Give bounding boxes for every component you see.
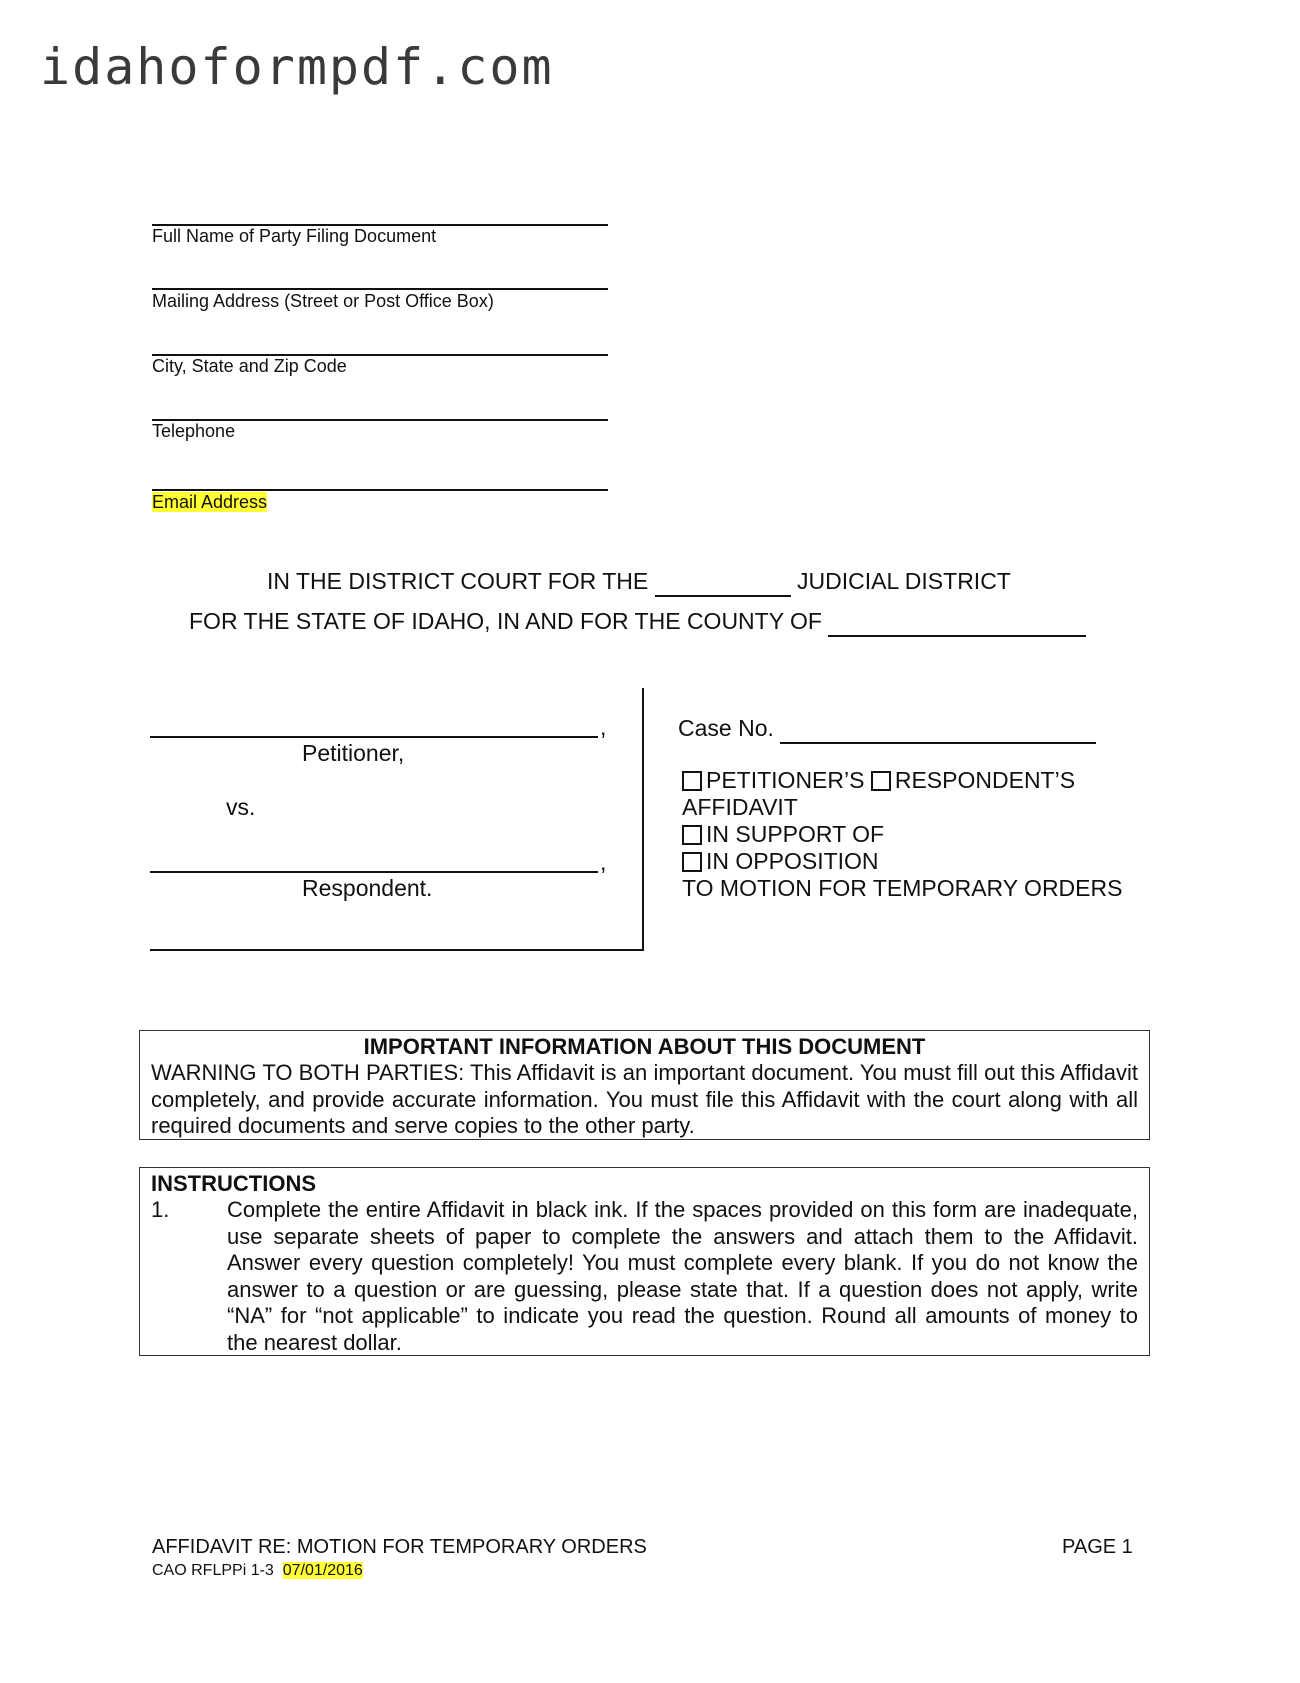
respondent-comma: , xyxy=(600,849,607,875)
opposition-option-row: IN OPPOSITION xyxy=(682,848,879,875)
instructions-box xyxy=(139,1167,1150,1356)
caption-divider xyxy=(642,688,644,950)
full-name-label: Full Name of Party Filing Document xyxy=(152,226,437,246)
county-blank[interactable] xyxy=(828,608,1086,637)
telephone-label: Telephone xyxy=(152,421,236,441)
mailing-address-label: Mailing Address (Street or Post Office Box) xyxy=(152,291,494,311)
affidavit-label: AFFIDAVIT xyxy=(682,794,798,820)
support-option-row: IN SUPPORT OF xyxy=(682,821,884,848)
case-number-row: Case No. xyxy=(678,715,1096,744)
instruction-number: 1. xyxy=(151,1197,170,1222)
petitioner-label: Petitioner, xyxy=(302,740,405,766)
court-line-2: FOR THE STATE OF IDAHO, IN AND FOR THE COUNTY OF xyxy=(189,608,1086,637)
petitioner-name-line[interactable] xyxy=(150,736,598,738)
in-support-checkbox[interactable] xyxy=(682,825,702,845)
email-label: Email Address xyxy=(152,492,268,512)
instructions-heading: INSTRUCTIONS xyxy=(151,1171,316,1196)
judicial-district-blank[interactable] xyxy=(655,568,791,597)
important-info-box xyxy=(139,1030,1150,1140)
page-number: PAGE 1 xyxy=(1062,1536,1133,1558)
court-line-1: IN THE DISTRICT COURT FOR THE JUDICIAL DISTRICT xyxy=(267,568,1011,597)
site-watermark: idahoformpdf.com xyxy=(40,38,554,96)
case-number-blank[interactable] xyxy=(780,715,1096,744)
footer-title: AFFIDAVIT RE: MOTION FOR TEMPORARY ORDERS xyxy=(152,1536,647,1558)
city-state-zip-label: City, State and Zip Code xyxy=(152,356,347,376)
email-line[interactable] xyxy=(152,489,608,491)
petitioners-checkbox[interactable] xyxy=(682,771,702,791)
in-opposition-checkbox[interactable] xyxy=(682,852,702,872)
form-date: 07/01/2016 xyxy=(282,1562,363,1579)
respondent-label: Respondent. xyxy=(302,875,433,901)
motion-label: TO MOTION FOR TEMPORARY ORDERS xyxy=(682,875,1123,901)
vs-label: vs. xyxy=(226,794,256,820)
affidavit-party-options: PETITIONER’S RESPONDENT’S xyxy=(682,767,1075,794)
respondents-checkbox[interactable] xyxy=(871,771,891,791)
important-info-text: WARNING TO BOTH PARTIES: This Affidavit is an important document. You must fill out this Affidavit completely, and provide accurate information. You must file this Affidavit with the court along with all required documents and serve copies to the other party. xyxy=(151,1060,1138,1138)
instruction-text: Complete the entire Affidavit in black ink. If the spaces provided on this form are inadequate, use separate sheets of paper to complete the answers and attach them to the Affidavit. Answer every question completely! You must complete every blank. If you do not know the answer to a question or are guessing, please state that. If a question does not apply, write “NA” for “not applicable” to indicate you read the question. Round all amounts of money to the nearest dollar. xyxy=(227,1197,1138,1355)
petitioner-comma: , xyxy=(600,714,607,740)
instruction-item xyxy=(151,1197,1138,1356)
respondent-name-line[interactable] xyxy=(150,871,598,873)
mailing-address-line[interactable] xyxy=(152,288,608,290)
important-info-title: IMPORTANT INFORMATION ABOUT THIS DOCUMENT xyxy=(363,1034,926,1059)
caption-bottom-line xyxy=(150,949,644,951)
form-code: CAO RFLPPi 1-3 07/01/2016 xyxy=(152,1562,363,1579)
